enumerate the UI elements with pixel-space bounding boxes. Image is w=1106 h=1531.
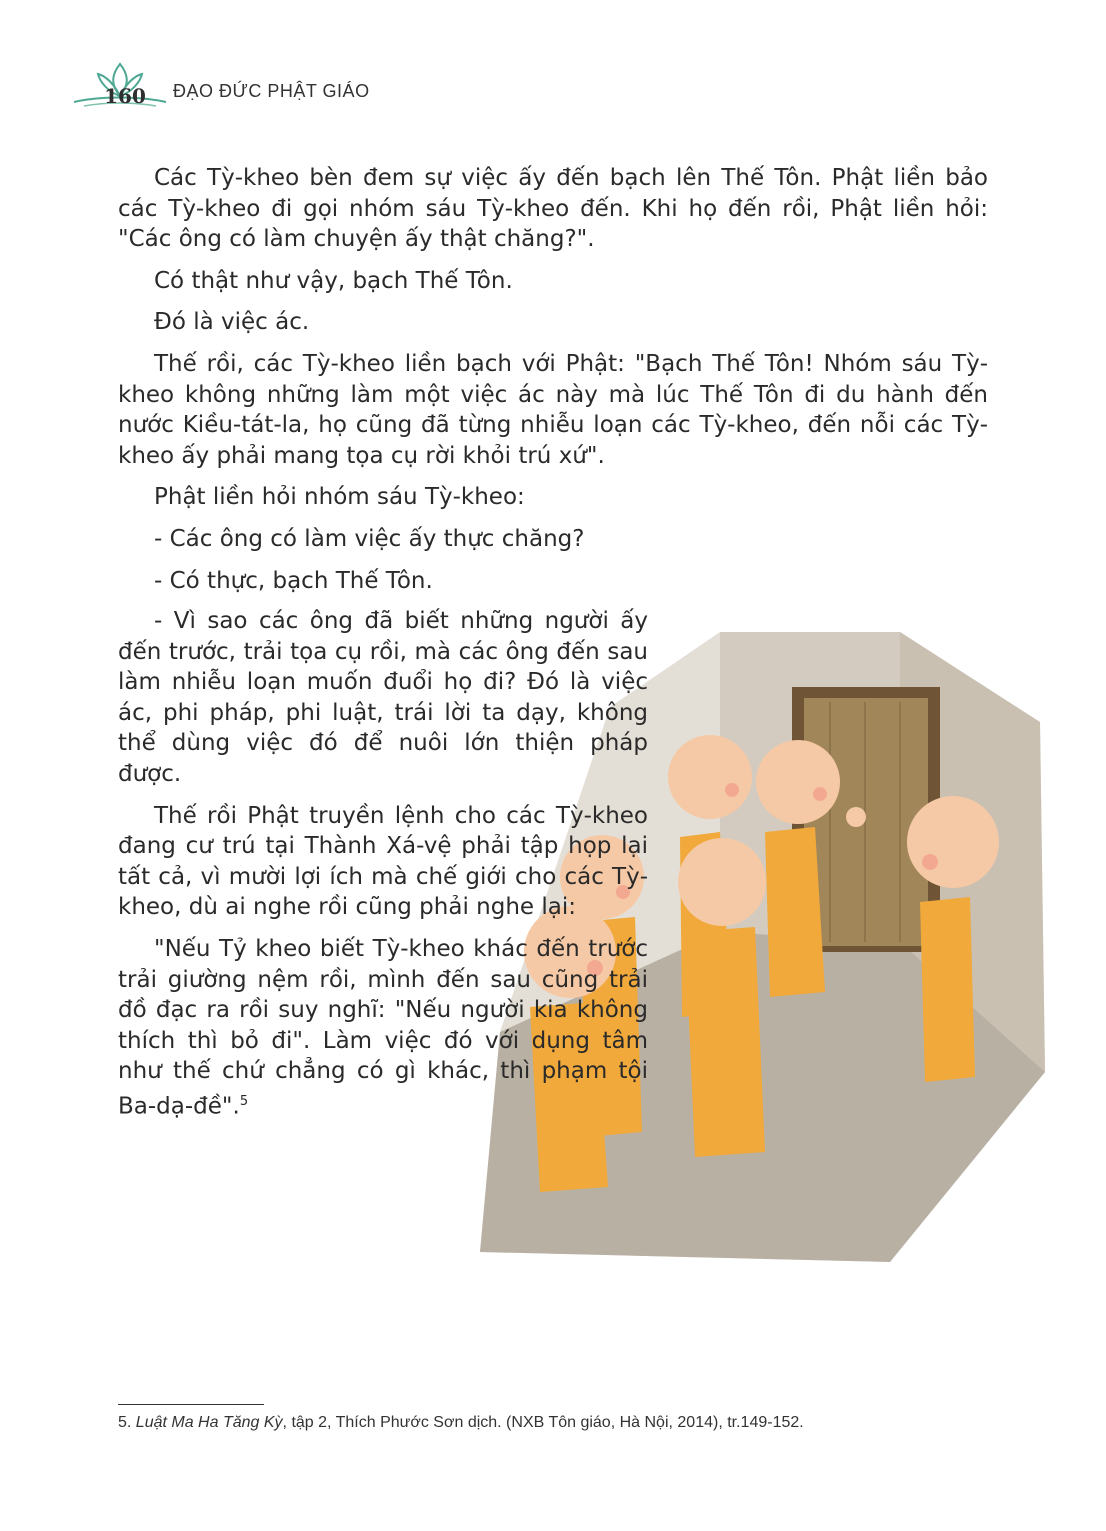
footnote-rule xyxy=(118,1404,264,1405)
body-text-top xyxy=(118,163,988,607)
footnote-number: 5. xyxy=(118,1414,132,1431)
page-number: 160 xyxy=(104,84,146,108)
footnote-citation: , tập 2, Thích Phước Sơn dịch. (NXB Tôn giáo, Hà Nội, 2014), tr.149-152. xyxy=(282,1414,804,1431)
paragraph: - Vì sao các ông đã biết những người ấy đến trước, trải tọa cụ rồi, mà các ông đến sau làm nhiễu loạn muốn đuổi họ đi? Đó là việc ác, phi pháp, phi luật, trái lời ta dạy, không thể dùng việc đó để nuôi lớn thiện pháp được. xyxy=(118,608,648,787)
paragraph-text: "Nếu Tỷ kheo biết Tỳ-kheo khác đến trước trải giường nệm rồi, mình đến sau cũng trải đồ đạc ra rồi suy nghĩ: "Nếu người kia không thích thì bỏ đi". Làm việc đó với dụng tâm như thế chứ chẳng có gì khác, thì phạm tội Ba-dạ-đề". xyxy=(118,935,648,1120)
paragraph: Đó là việc ác. xyxy=(154,309,310,336)
paragraph: Các Tỳ-kheo bèn đem sự việc ấy đến bạch lên Thế Tôn. Phật liền bảo các Tỳ-kheo đi gọi nhóm sáu Tỳ-kheo đến. Khi họ đến rồi, Phật liền hỏi: "Các ông có làm chuyện ấy thật chăng?". xyxy=(118,165,988,253)
paragraph: Thế rồi Phật truyền lệnh cho các Tỳ-kheo đang cư trú tại Thành Xá-vệ phải tập họp lại tất cả, vì mười lợi ích mà chế giới cho các Tỳ-kheo, dù ai nghe rồi cũng phải nghe lại: xyxy=(118,802,648,921)
paragraph: Có thật như vậy, bạch Thế Tôn. xyxy=(154,267,513,294)
page-header xyxy=(70,62,470,112)
paragraph xyxy=(118,934,648,1122)
running-title: ĐẠO ĐỨC PHẬT GIÁO xyxy=(173,81,370,101)
body-text-side xyxy=(118,606,648,1133)
paragraph: Phật liền hỏi nhóm sáu Tỳ-kheo: xyxy=(154,484,525,511)
footnote-title: Luật Ma Ha Tăng Kỳ xyxy=(135,1414,283,1431)
paragraph: - Các ông có làm việc ấy thực chăng? xyxy=(154,525,585,552)
paragraph: Thế rồi, các Tỳ-kheo liền bạch với Phật: "Bạch Thế Tôn! Nhóm sáu Tỳ-kheo không những làm một việc ác này mà lúc Thế Tôn đi du hành đến nước Kiều-tát-la, họ cũng đã từng nhiễu loạn các Tỳ-kheo, đến nỗi các Tỳ-kheo ấy phải mang tọa cụ rời khỏi trú xứ". xyxy=(118,350,988,469)
footnote xyxy=(118,1414,1018,1432)
footnote-marker: 5 xyxy=(239,1093,249,1109)
paragraph: - Có thực, bạch Thế Tôn. xyxy=(154,567,433,594)
